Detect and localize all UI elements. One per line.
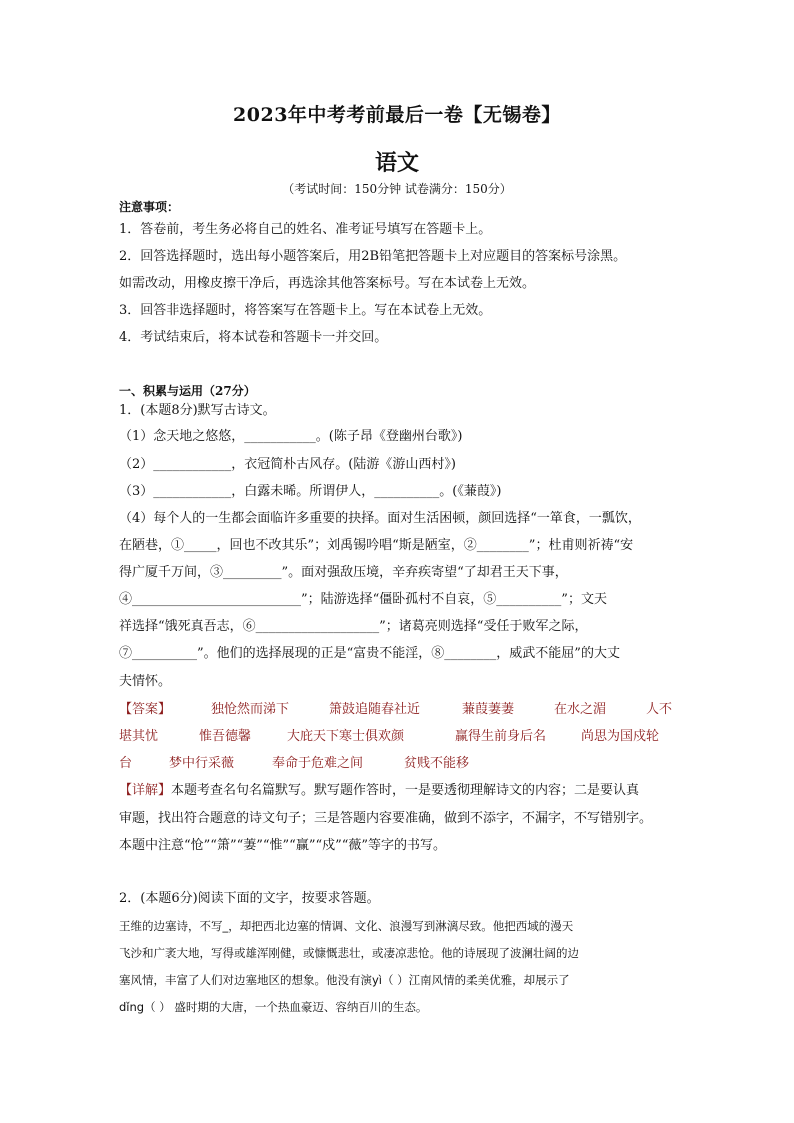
question-stem: 1．(本题8分)默写古诗文。 — [119, 403, 276, 418]
detail-label: 【详解】 — [119, 783, 172, 798]
notice-item: 1．答卷前，考生务必将自己的姓名、准考证号填写在答题卡上。 — [119, 222, 492, 237]
exam-title: 2023年中考考前最后一卷【无锡卷】 — [233, 104, 561, 126]
notice-item: 4．考试结束后，将本试卷和答题卡一并交回。 — [119, 330, 388, 345]
question-line: （4）每个人的一生都会面临许多重要的抉择。面对生活困顿，颜回选择“一箪食，一瓢饮， — [119, 511, 641, 526]
passage-line: 王维的边塞诗，不写_，却把西北边塞的情调、文化、浪漫写到淋漓尽致。他把西域的漫天 — [119, 919, 574, 933]
notice-item: 3．回答非选择题时，将答案写在答题卡上。写在本试卷上无效。 — [119, 303, 492, 318]
exam-info: （考试时间：150分钟 试卷满分：150分） — [282, 182, 512, 196]
question-line: 夫情怀。 — [119, 674, 172, 689]
question-line: ④__________________________”；陆游选择“僵卧孤村不自哀，⑤__________”；文天 — [119, 592, 607, 607]
detail-text: 本题考查名句名篇默写。默写题作答时，一是要透彻理解诗文的内容；二是要认真 — [171, 783, 640, 798]
question-stem: 2．(本题6分)阅读下面的文字，按要求答题。 — [119, 891, 380, 906]
answer-item: 尚思为国戍轮 — [581, 729, 660, 744]
answer-item: 在水之湄 — [554, 702, 607, 717]
answer-item: 赢得生前身后名 — [455, 729, 547, 744]
question-line: 祥选择“饿死真吾志，⑥___________________”；诸葛亮则选择“受任于败军之际， — [119, 619, 588, 634]
question-line: ⑦__________”。他们的选择展现的正是“富贵不能淫，⑧________，威武不能屈”的大丈 — [119, 646, 620, 661]
question-line: 得广厦千万间，③_________”。面对强敌压境，辛弃疾寄望“了却君王天下事， — [119, 565, 568, 580]
subject-title: 语文 — [374, 150, 419, 176]
answer-item: 台 — [119, 756, 133, 771]
notice-item: 如需改动，用橡皮擦干净后，再选涂其他答案标号。写在本试卷上无效。 — [119, 276, 536, 291]
passage-line: 塞风情，丰富了人们对边塞地区的想象。他没有演yì（ ）江南风情的柔美优雅，却展示了 — [119, 973, 570, 987]
answer-item: 大庇天下寒士俱欢颜 — [287, 729, 405, 744]
question-line: 在陋巷，①_____，回也不改其乐”；刘禹锡吟唱“斯是陋室，②________”；杜甫则祈祷“安 — [119, 538, 634, 553]
answer-item: 人不 — [646, 702, 673, 717]
detail-line — [119, 782, 689, 800]
notice-heading: 注意事项： — [119, 200, 180, 214]
passage-line: 飞沙和广袤大地，写得或雄浑刚健，或慷慨悲壮，或凄凉悲怆。他的诗展现了波澜壮阔的边 — [119, 946, 579, 960]
passage-line: dǐng（ ） 盛时期的大唐，一个热血豪迈、容纳百川的生态。 — [119, 1000, 428, 1014]
answer-item: 奉命于危难之间 — [272, 756, 364, 771]
detail-line: 审题，找出符合题意的诗文句子；三是答题内容要准确，做到不添字，不漏字，不写错别字。 — [119, 811, 653, 826]
section-heading: 一、积累与运用（27分） — [119, 384, 256, 398]
answer-item: 箫鼓追随春社近 — [329, 702, 421, 717]
answer-item: 独怆然而涕下 — [211, 702, 290, 717]
answer-item: 堪其忧 — [119, 729, 159, 744]
notice-item: 2．回答选择题时，选出每小题答案后，用2B铅笔把答题卡上对应题目的答案标号涂黑。 — [119, 249, 627, 264]
answer-item: 贫贱不能移 — [404, 756, 470, 771]
answer-item: 蒹葭萋萋 — [462, 702, 515, 717]
answer-label: 【答案】 — [119, 702, 172, 717]
question-line: （3）____________，白露未晞。所谓伊人，__________。(《蒹葭》) — [119, 484, 502, 499]
question-line: （2）____________，衣冠简朴古风存。(陆游《游山西村》) — [119, 457, 456, 472]
question-line: （1）念天地之悠悠，___________。(陈子昂《登幽州台歌》) — [119, 429, 463, 444]
answer-item: 惟吾德馨 — [199, 729, 252, 744]
detail-line: 本题中注意“怆”“箫”“萋”“惟”“赢”“戍”“薇”等字的书写。 — [119, 838, 447, 853]
answer-item: 梦中行采薇 — [169, 756, 235, 771]
